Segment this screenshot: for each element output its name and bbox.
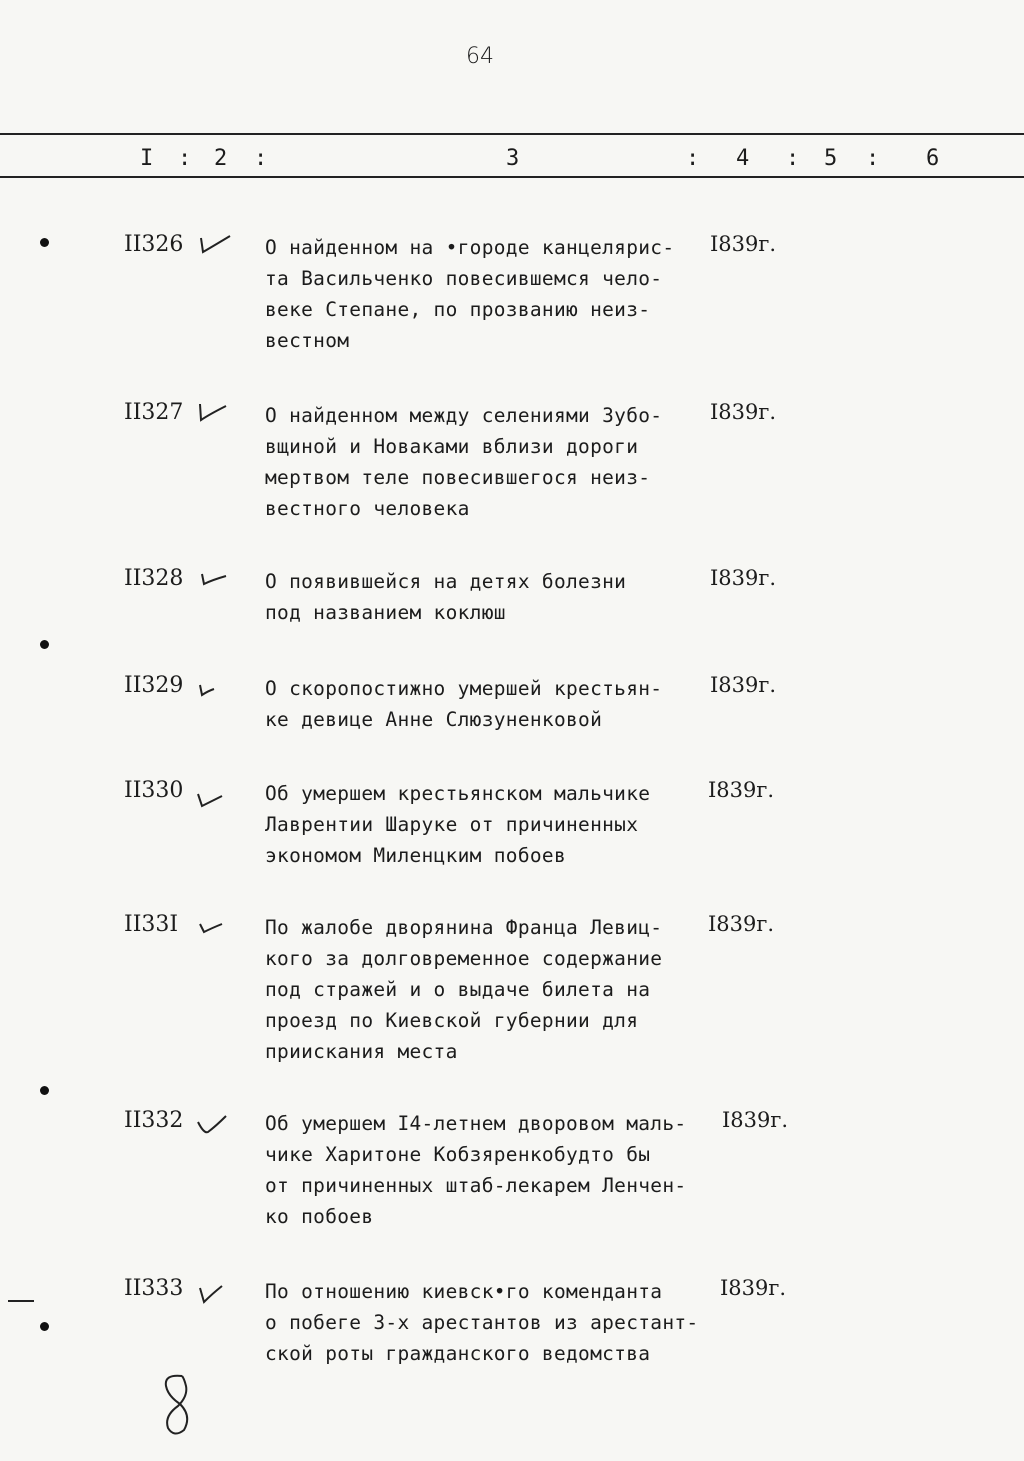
entry-year: I839г. bbox=[722, 1108, 789, 1132]
entry-number: II329 bbox=[124, 673, 184, 698]
entry-year: I839г. bbox=[708, 912, 775, 936]
header-top-rule bbox=[0, 133, 1024, 135]
entry-number: II332 bbox=[124, 1108, 184, 1133]
entry-number: II333 bbox=[124, 1276, 184, 1301]
entry-number: II328 bbox=[124, 566, 184, 591]
entry-year: I839г. bbox=[710, 673, 777, 697]
entry-year: I839г. bbox=[710, 232, 777, 256]
checkmark-icon bbox=[194, 788, 228, 810]
column-header-4: 4 bbox=[736, 146, 750, 171]
checkmark-icon bbox=[196, 402, 230, 424]
column-header-5: 5 bbox=[824, 146, 838, 171]
entry-number: II326 bbox=[124, 232, 184, 257]
column-separator: : bbox=[686, 146, 700, 171]
page-number: 64 bbox=[466, 44, 494, 69]
binder-hole bbox=[40, 640, 49, 649]
checkmark-icon bbox=[196, 914, 230, 936]
entry-description: О найденном между селениями Зубо- вщиной и Новаками вблизи дороги мертвом теле повесившегося неиз- вестного человека bbox=[265, 404, 663, 520]
column-header-1: I bbox=[140, 146, 154, 171]
entry-description: Об умершем I4-летнем дворовом маль- чике Харитоне Кобзяренкобудто бы от причиненных штаб-лекарем Ленчен- ко побоев bbox=[265, 1112, 687, 1228]
checkmark-icon bbox=[198, 568, 232, 590]
column-separator: : bbox=[254, 146, 268, 171]
checkmark-icon bbox=[196, 1282, 230, 1304]
entry-number: II327 bbox=[124, 400, 184, 425]
binder-hole bbox=[40, 1086, 49, 1095]
column-separator: : bbox=[866, 146, 880, 171]
checkmark-icon bbox=[196, 675, 230, 697]
margin-mark bbox=[8, 1300, 34, 1302]
entry-description: О скоропостижно умершей крестьян- ке девице Анне Слюзуненковой bbox=[265, 677, 663, 731]
checkmark-icon bbox=[194, 1114, 228, 1136]
column-header-6: 6 bbox=[926, 146, 940, 171]
entry-description: По жалобе дворянина Франца Левиц- кого за долговременное содержание под стражей и о выдаче билета на проезд по Киевской губернии для приискания места bbox=[265, 916, 663, 1063]
entry-year: I839г. bbox=[708, 778, 775, 802]
entry-description: Об умершем крестьянском мальчике Лаврентии Шаруке от причиненных экономом Миленцким побоев bbox=[265, 782, 651, 867]
entry-number: II330 bbox=[124, 778, 184, 803]
entry-year: I839г. bbox=[710, 566, 777, 590]
entry-year: I839г. bbox=[720, 1276, 787, 1300]
entry-description: О найденном на •городе канцелярис- та Васильченко повесившемся чело- веке Степане, по прозванию неиз- вестном bbox=[265, 236, 675, 352]
handwritten-eight bbox=[156, 1372, 196, 1438]
column-separator: : bbox=[786, 146, 800, 171]
binder-hole bbox=[40, 1322, 49, 1331]
entry-description: По отношению киевск•го коменданта о побеге 3-х арестантов из арестант- ской роты гражданского ведомства bbox=[265, 1280, 699, 1365]
column-separator: : bbox=[178, 146, 192, 171]
column-header-3: 3 bbox=[506, 146, 520, 171]
entry-number: II33I bbox=[124, 912, 179, 937]
binder-hole bbox=[40, 238, 49, 247]
entry-description: О появившейся на детях болезни под названием коклюш bbox=[265, 570, 627, 624]
header-bottom-rule bbox=[0, 176, 1024, 178]
checkmark-icon bbox=[198, 234, 232, 256]
column-header-2: 2 bbox=[214, 146, 228, 171]
entry-year: I839г. bbox=[710, 400, 777, 424]
